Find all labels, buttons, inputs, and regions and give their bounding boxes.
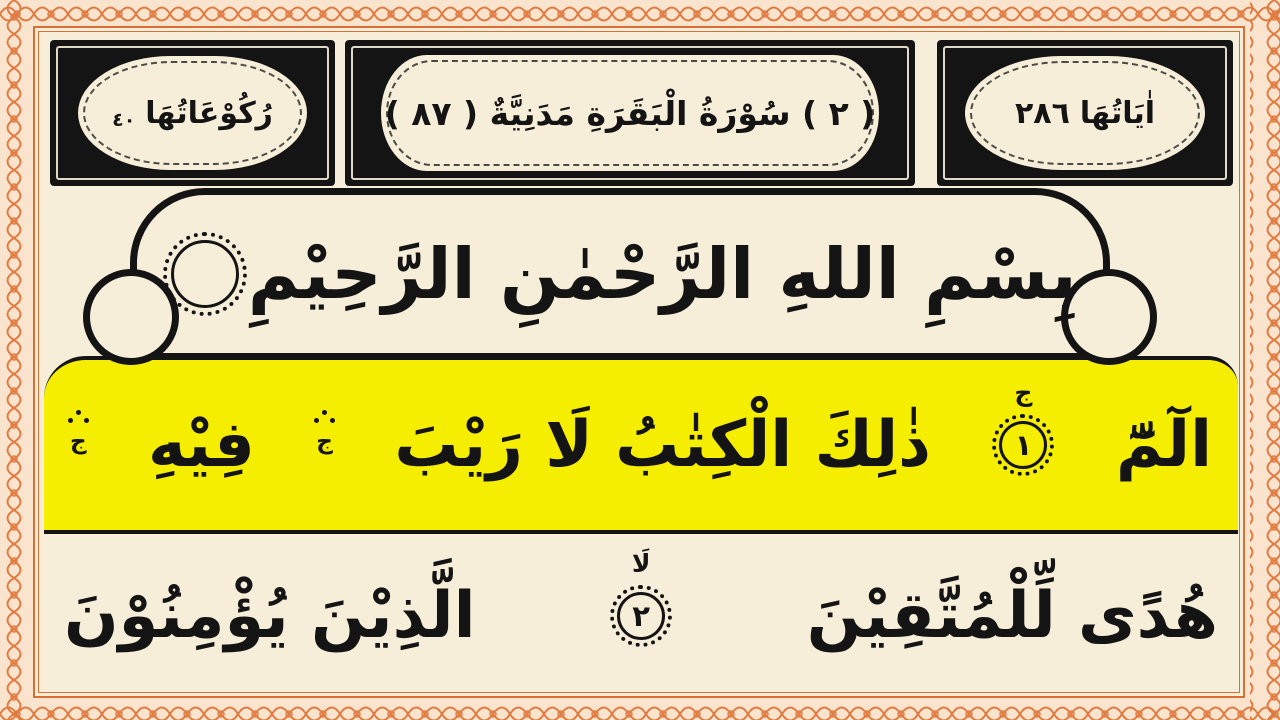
surah-title-text: ( ٢ ) سُوْرَةُ الْبَقَرَةِ مَدَنِيَّةٌ ( ٨٧ ) xyxy=(384,93,876,133)
ayah-count-medallion xyxy=(965,56,1205,170)
three-dots-pause-icon xyxy=(322,410,327,415)
surah-title-medallion xyxy=(381,55,879,171)
muanaqah-pause-stack-end xyxy=(70,410,87,454)
verse-1-end-rosette-icon xyxy=(992,378,1054,476)
rosette-medallion-icon xyxy=(163,232,247,316)
bismillah-cartouche xyxy=(130,188,1110,360)
verse-2-pause-mark: لَا xyxy=(631,549,651,578)
ruku-count-box xyxy=(50,40,335,186)
verse-1-pause-mark: ج xyxy=(1014,378,1033,407)
ayah-count-value: ٢٨٦ xyxy=(1014,95,1070,131)
muanaqah-pause-stack xyxy=(316,410,333,454)
highlighted-verse-line xyxy=(44,356,1238,534)
verse-2-end-rosette-icon xyxy=(610,549,672,647)
verse-3-opening-phrase: الَّذِيْنَ يُؤْمِنُوْنَ xyxy=(64,579,476,653)
jeem-pause-mark: ج xyxy=(316,429,333,455)
verse-2-number: ٢ xyxy=(632,599,650,633)
verse-2-phrase: ذٰلِكَ الْكِتٰبُ لَا رَيْبَ xyxy=(394,408,931,482)
bismillah-text: بِسْمِ اللهِ الرَّحْمٰنِ الرَّحِيْمِ xyxy=(247,233,1077,315)
three-dots-pause-icon xyxy=(76,410,81,415)
ayah-count-box xyxy=(937,40,1233,186)
surah-title-box xyxy=(345,40,915,186)
verse-2-closing-phrase: هُدًى لِّلْمُتَّقِيْنَ xyxy=(806,579,1218,653)
bismillah-row xyxy=(137,195,1103,353)
jeem-pause-mark: ج xyxy=(70,429,87,455)
ruku-count-label: رُكُوْعَاتُهَا xyxy=(145,95,273,131)
ruku-count-medallion xyxy=(78,56,307,170)
ruku-count-value: ٤٠ xyxy=(112,109,136,131)
verse-1-number: ١ xyxy=(1014,428,1033,462)
verse-2-phrase-end: فِيْهِ xyxy=(148,408,255,482)
ayah-count-label: اٰيَاتُهَا xyxy=(1079,95,1156,131)
verse-line-2 xyxy=(50,540,1232,692)
muqattaat-text: الٓمّٓ xyxy=(1115,408,1212,482)
medallion-inner-ring xyxy=(171,240,239,308)
